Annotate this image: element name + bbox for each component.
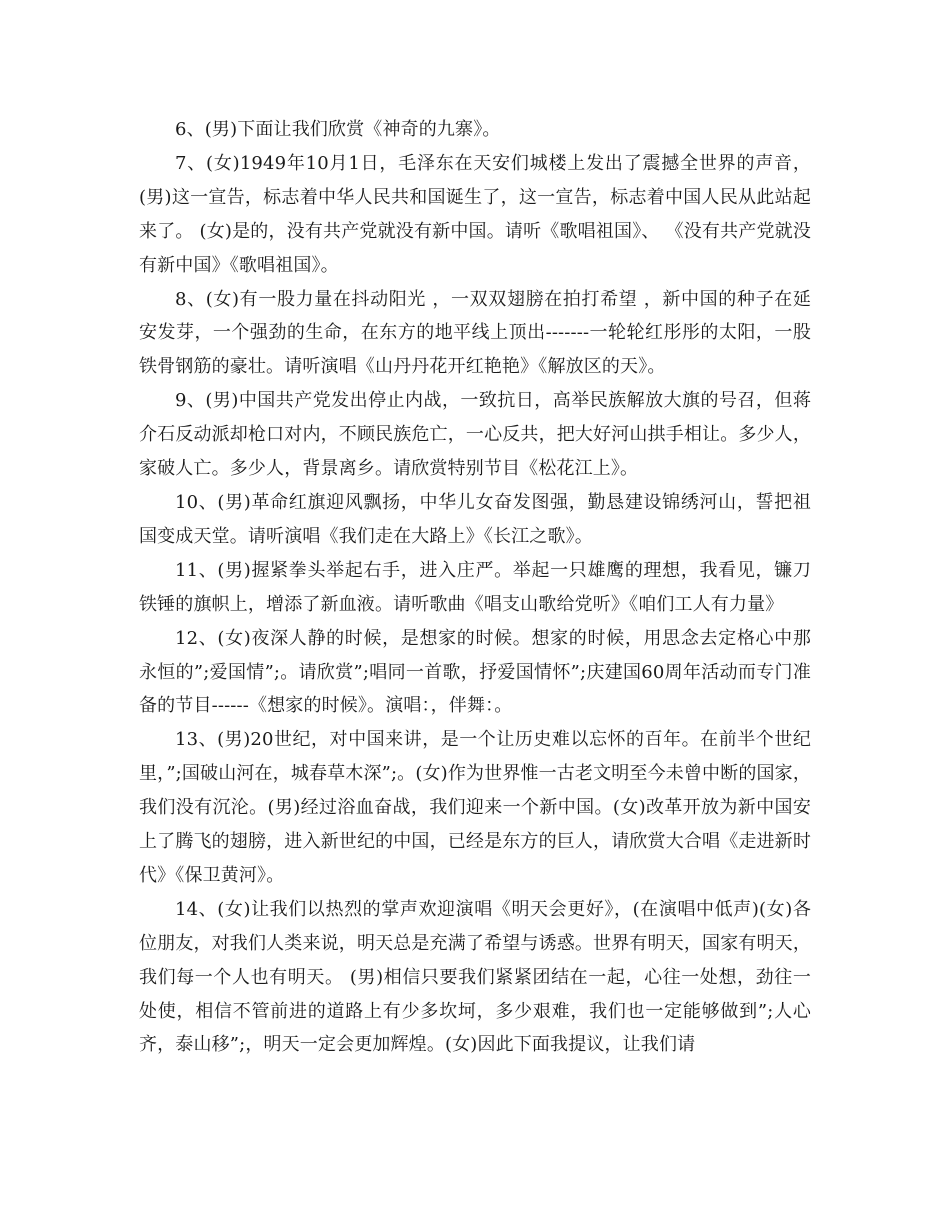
paragraph-9: 9、(男)中国共产党发出停止内战，一致抗日，高举民族解放大旗的号召，但蒋介石反动派却枪口对内，不顾民族危亡，一心反共，把大好河山拱手相让。多少人，家破人亡。多少人，背景离乡。请欣赏特别节目《松花江上》。 [139, 390, 811, 480]
paragraph-8: 8、(女)有一股力量在抖动阳光 ，一双双翅膀在拍打希望 ，新中国的种子在延安发芽，一个强劲的生命，在东方的地平线上顶出-------一轮轮红彤彤的太阳，一股铁骨钢筋的豪壮。请听演唱《山丹丹花开红艳艳》《解放区的天》。 [139, 288, 811, 378]
paragraph-6: 6、(男)下面让我们欣赏《神奇的九寨》。 [175, 119, 501, 140]
paragraph-14: 14、(女)让我们以热烈的掌声欢迎演唱《明天会更好》，(在演唱中低声)(女)各位朋友，对我们人类来说，明天总是充满了希望与诱惑。世界有明天，国家有明天，我们每一个人也有明天。 (男)相信只要我们紧紧团结在一起，心往一处想，劲往一处使，相信不管前进的道路上有少多坎坷，多少艰难，我们也一定能够做到”;人心齐，泰山移”;，明天一定会更加辉煌。(女)因此下面我提议，让我们请 [139, 898, 811, 1056]
paragraph-10: 10、(男)革命红旗迎风飘扬，中华儿女奋发图强，勤恳建设锦绣河山，誓把祖国变成天堂。请听演唱《我们走在大路上》《长江之歌》。 [139, 491, 811, 547]
document-body [139, 113, 811, 1062]
paragraph-13: 13、(男)20世纪，对中国来讲，是一个让历史难以忘怀的百年。在前半个世纪里，”;国破山河在，城春草木深”;。(女)作为世界惟一古老文明至今未曾中断的国家，我们没有沉沦。(男)经过浴血奋战，我们迎来一个新中国。(女)改革开放为新中国安上了腾飞的翅膀，进入新世纪的中国，已经是东方的巨人，请欣赏大合唱《走进新时代》《保卫黄河》。 [139, 729, 811, 886]
paragraph-7: 7、(女)1949年10月1日，毛泽东在天安们城楼上发出了震撼全世界的声音，(男)这一宣告，标志着中华人民共和国诞生了，这一宣告，标志着中国人民从此站起来了。 (女)是的，没有共产党就没有新中国。请听《歌唱祖国》、 《没有共产党就没有新中国》《歌唱祖国》。 [139, 152, 811, 276]
paragraph-11: 11、(男)握紧拳头举起右手，进入庄严。举起一只雄鹰的理想，我看见，镰刀铁锤的旗帜上，增添了新血液。请听歌曲《唱支山歌给党听》《咱们工人有力量》 [139, 559, 811, 615]
paragraph-12: 12、(女)夜深人静的时候，是想家的时候。想家的时候，用思念去定格心中那永恒的”;爱国情”;。请欣赏”;唱同一首歌，抒爱国情怀”;庆建国60周年活动而专门准备的节目------《想家的时候》。演唱：，伴舞：。 [139, 627, 811, 717]
